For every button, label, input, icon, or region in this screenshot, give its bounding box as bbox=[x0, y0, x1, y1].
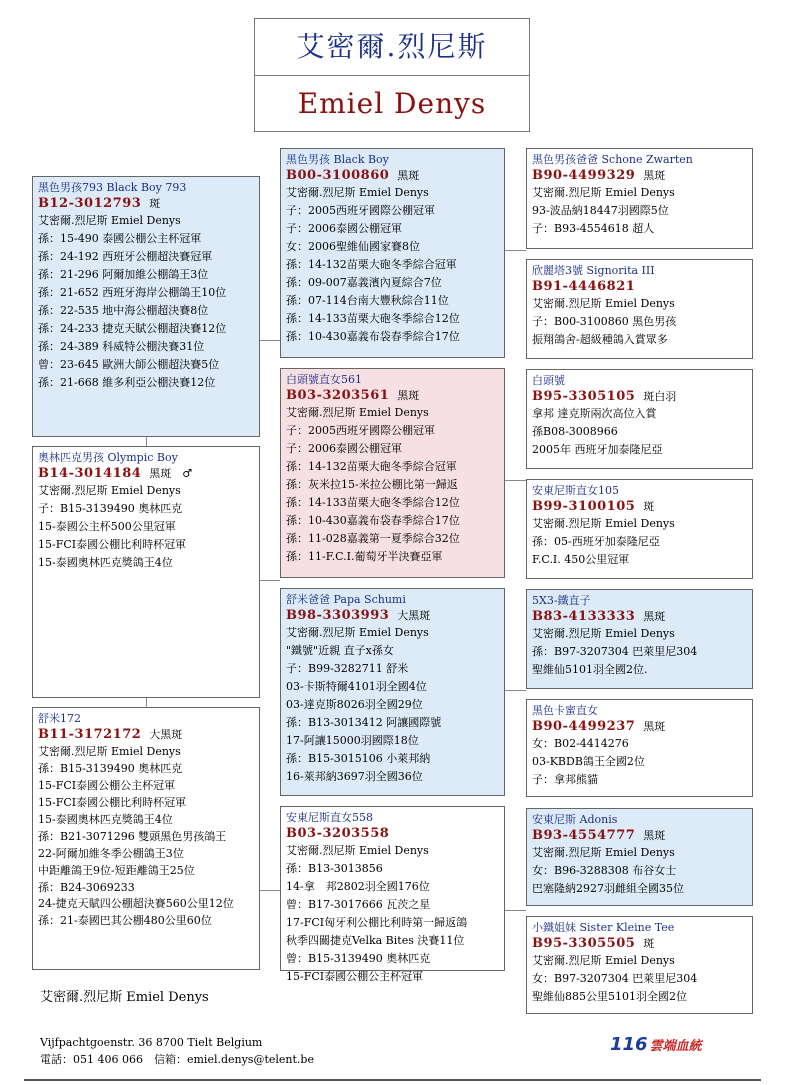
detail-line: 孫：24-192 西班牙公棚超決賽冠軍 bbox=[38, 250, 213, 263]
ring-row bbox=[532, 718, 747, 735]
detail-line: 孫：14-132苗栗大砲冬季綜合冠軍 bbox=[286, 258, 457, 271]
ring-number: B90-4499237 bbox=[532, 719, 636, 734]
pigeon-name: 黑色卡蜜直女 bbox=[532, 704, 598, 717]
detail-line: 巴塞隆納2927羽雌組全國35位 bbox=[532, 882, 684, 895]
pigeon-name: 小鐵姐妹 Sister Kleine Tee bbox=[532, 921, 675, 934]
ring-row bbox=[38, 195, 254, 212]
detail-line: 聖維仙5101羽全國2位. bbox=[532, 663, 648, 676]
detail-line: 孫：21-652 西班牙海岸公棚鴿王10位 bbox=[38, 286, 227, 299]
detail-line: 艾密爾.烈尼斯 Emiel Denys bbox=[38, 745, 181, 758]
ring-row bbox=[532, 608, 747, 625]
detail-line: 孫：05-西班牙加泰隆尼亞 bbox=[532, 535, 660, 548]
detail-line: 15-FCI泰國公棚公主杯冠軍 bbox=[38, 779, 176, 792]
feather-color: 黑斑 bbox=[643, 610, 666, 623]
detail-line: 艾密爾.烈尼斯 Emiel Denys bbox=[532, 627, 675, 640]
breeder-name-chinese: 艾密爾.烈尼斯 bbox=[255, 19, 529, 76]
ring-number: B93-4554777 bbox=[532, 828, 636, 843]
ring-row bbox=[532, 167, 747, 184]
feather-color: 黑斑 bbox=[397, 389, 420, 402]
detail-line: 15-FCI泰國公棚比利時杯冠軍 bbox=[38, 796, 187, 809]
detail-line: 艾密爾.烈尼斯 Emiel Denys bbox=[38, 484, 181, 497]
detail-line: 艾密爾.烈尼斯 Emiel Denys bbox=[286, 186, 429, 199]
ring-number: B91-4446821 bbox=[532, 279, 636, 294]
detail-line: "鐵號"近親 直子x孫女 bbox=[286, 644, 394, 657]
detail-line: 15-FCI泰國公棚公主杯冠軍 bbox=[286, 970, 424, 983]
detail-line: 15-泰國奧林匹克獎鴿王4位 bbox=[38, 556, 173, 569]
ring-number: B03-3203558 bbox=[286, 826, 390, 841]
ring-row bbox=[532, 278, 747, 295]
connector-sire-dam bbox=[146, 697, 147, 707]
ring-row bbox=[286, 167, 499, 184]
feather-color: 黑斑 ♂ bbox=[149, 467, 193, 480]
pigeon-name: 黑色男孩爸爸 Schone Zwarten bbox=[532, 153, 693, 166]
detail-line: 孫：灰米拉15-米拉公棚比第一歸返 bbox=[286, 478, 458, 491]
detail-line: 15-泰國公主杯500公里冠軍 bbox=[38, 520, 176, 533]
ring-number: B95-3305105 bbox=[532, 389, 636, 404]
detail-line: 子：B93-4554618 超人 bbox=[532, 222, 655, 235]
connector-subject-ss bbox=[259, 340, 280, 341]
pigeon-name: 安東尼斯直女105 bbox=[532, 484, 619, 497]
detail-line: 15-FCI泰國公棚比利時杯冠軍 bbox=[38, 538, 187, 551]
feather-color: 大黑斑 bbox=[397, 609, 431, 622]
detail-line: 93-波品納18447羽國際5位 bbox=[532, 204, 669, 217]
feather-color: 大黑斑 bbox=[149, 728, 183, 741]
connector-sd-sds bbox=[504, 480, 526, 481]
detail-line: 子：B15-3139490 奧林匹克 bbox=[38, 502, 183, 515]
contact-block bbox=[40, 1034, 314, 1068]
detail-line: 孫：14-133苗栗大砲冬季綜合12位 bbox=[286, 496, 460, 509]
logo-number: 116 bbox=[610, 1034, 648, 1055]
ring-number: B11-3172172 bbox=[38, 727, 142, 742]
detail-line: 子：2006泰國公棚冠軍 bbox=[286, 222, 402, 235]
detail-line: 孫：22-535 地中海公棚超決賽8位 bbox=[38, 304, 209, 317]
breeder-name-english: Emiel Denys bbox=[297, 87, 487, 120]
detail-line: 孫：24-233 捷克天賦公棚超決賽12位 bbox=[38, 322, 227, 335]
pedigree-card-sdd bbox=[526, 479, 753, 579]
detail-line: 孫：B15-3139490 奧林匹克 bbox=[38, 762, 183, 775]
detail-line: 17-FCI匈牙利公棚比利時第一歸返鴿 bbox=[286, 916, 468, 929]
pedigree-card-sire bbox=[32, 446, 260, 698]
detail-line: 孫：B21-3071296 雙頭黑色男孩鴿王 bbox=[38, 830, 227, 843]
feather-color: 黑斑 bbox=[643, 829, 666, 842]
pedigree-card-dss bbox=[526, 589, 753, 689]
ring-number: B98-3303993 bbox=[286, 608, 390, 623]
feather-color: 斑 bbox=[643, 500, 655, 513]
ring-number: B14-3014184 bbox=[38, 466, 142, 481]
ring-number: B90-4499329 bbox=[532, 168, 636, 183]
connector-sire-ds bbox=[259, 580, 280, 581]
ring-number: B99-3100105 bbox=[532, 499, 636, 514]
detail-line: 振翔鴿舍-超級種鴿入賞眾多 bbox=[532, 333, 668, 346]
ring-row bbox=[532, 498, 747, 515]
pedigree-card-dam-dam bbox=[280, 806, 505, 983]
detail-line: 孫：21-296 阿爾加維公棚鴿王3位 bbox=[38, 268, 209, 281]
pigeon-name: 黑色男孩793 Black Boy 793 bbox=[38, 181, 187, 194]
detail-line: 24-捷克天賦四公棚超決賽560公里12位 bbox=[38, 897, 234, 910]
detail-line: 曾：B17-3017666 瓦茨之星 bbox=[286, 898, 431, 911]
brand-logo bbox=[610, 1034, 702, 1055]
pedigree-card-dds bbox=[526, 808, 753, 906]
detail-line: 艾密爾.烈尼斯 Emiel Denys bbox=[532, 846, 675, 859]
bottom-divider bbox=[24, 1079, 761, 1081]
detail-line: 16-萊邦納3697羽全國36位 bbox=[286, 770, 423, 783]
feather-color: 斑 bbox=[149, 197, 161, 210]
detail-line: 孫：14-132苗栗大砲冬季綜合冠軍 bbox=[286, 460, 457, 473]
pedigree-card-sire-sire bbox=[280, 148, 505, 358]
pigeon-name: 奧林匹克男孩 Olympic Boy bbox=[38, 451, 178, 464]
ring-number: B95-3305505 bbox=[532, 936, 636, 951]
detail-line: 孫：B13-3013856 bbox=[286, 862, 383, 875]
detail-line: 艾密爾.烈尼斯 Emiel Denys bbox=[286, 844, 429, 857]
detail-line: 女：B96-3288308 布谷女士 bbox=[532, 864, 677, 877]
feather-color: 斑白羽 bbox=[643, 390, 677, 403]
pedigree-card-sds bbox=[526, 369, 753, 469]
detail-line: 03-達克斯8026羽全國29位 bbox=[286, 698, 423, 711]
detail-line: 孫：07-114台南大豐秋綜合11位 bbox=[286, 294, 449, 307]
pigeon-name: 白頭號 bbox=[532, 374, 565, 387]
pedigree-card-ddd bbox=[526, 916, 753, 1014]
detail-line: 艾密爾.烈尼斯 Emiel Denys bbox=[532, 954, 675, 967]
ring-row bbox=[532, 827, 747, 844]
detail-line: 孫：11-F.C.I.葡萄牙半決賽亞軍 bbox=[286, 550, 443, 563]
detail-line: 孫：10-430嘉義布袋春季綜合17位 bbox=[286, 514, 460, 527]
ring-row bbox=[38, 465, 254, 482]
detail-line: 子：拿邦熊貓 bbox=[532, 773, 598, 786]
detail-line: 女：2006聖維仙國家賽8位 bbox=[286, 240, 420, 253]
ring-row bbox=[286, 825, 499, 842]
detail-line: 孫：B97-3207304 巴萊里尼304 bbox=[532, 645, 698, 658]
pedigree-card-sss bbox=[526, 148, 753, 249]
ring-row bbox=[286, 607, 499, 624]
connector-dd-dds bbox=[504, 910, 526, 911]
pigeon-name: 欣麗塔3號 Signorita III bbox=[532, 264, 655, 277]
pedigree-card-sire-dam bbox=[280, 368, 505, 578]
detail-line: 孫：15-490 泰國公棚公主杯冠軍 bbox=[38, 232, 202, 245]
connector-ss-sss bbox=[504, 250, 526, 251]
detail-line: 14-拿 邦2802羽全國176位 bbox=[286, 880, 430, 893]
detail-line: 孫：24-389 科威特公棚決賽31位 bbox=[38, 340, 205, 353]
detail-line: 15-泰國奧林匹克獎鴿王4位 bbox=[38, 813, 173, 826]
detail-line: 22-阿爾加維冬季公棚鴿王3位 bbox=[38, 847, 184, 860]
detail-line: 聖維仙885公里5101羽全國2位 bbox=[532, 990, 687, 1003]
pedigree-card-dsd bbox=[526, 699, 753, 797]
connector-ds-dss bbox=[504, 690, 526, 691]
detail-line: 孫：B15-3015106 小萊邦納 bbox=[286, 752, 431, 765]
pigeon-name: 舒米172 bbox=[38, 712, 81, 725]
connector-subject-sire bbox=[146, 436, 147, 446]
feather-color: 黑斑 bbox=[643, 169, 666, 182]
detail-line: 曾：B15-3139490 奧林匹克 bbox=[286, 952, 431, 965]
detail-line: 孫：B24-3069233 bbox=[38, 881, 135, 894]
detail-line: 艾密爾.烈尼斯 Emiel Denys bbox=[532, 517, 675, 530]
detail-line: F.C.I. 450公里冠軍 bbox=[532, 553, 630, 566]
detail-line: 女：B97-3207304 巴萊里尼304 bbox=[532, 972, 698, 985]
feather-color: 黑斑 bbox=[643, 720, 666, 733]
feather-color: 斑 bbox=[643, 937, 655, 950]
ring-row bbox=[38, 726, 254, 743]
detail-line: 子：2006泰國公棚冠軍 bbox=[286, 442, 402, 455]
connector-dam-dd bbox=[259, 890, 280, 891]
pedigree-card-dam-sire bbox=[280, 588, 505, 796]
detail-line: 中距離鴿王9位-短距離鴿王25位 bbox=[38, 864, 195, 877]
detail-line: 孫：21-668 維多利亞公棚決賽12位 bbox=[38, 376, 216, 389]
pedigree-card-ssd bbox=[526, 259, 753, 359]
pedigree-card-subject bbox=[32, 176, 260, 437]
detail-line: 子：2005西班牙國際公棚冠軍 bbox=[286, 204, 435, 217]
detail-line: 艾密爾.烈尼斯 Emiel Denys bbox=[532, 297, 675, 310]
detail-line: 孫：10-430嘉義布袋春季綜合17位 bbox=[286, 330, 460, 343]
detail-line: 17-阿讓15000羽國際18位 bbox=[286, 734, 419, 747]
detail-line: 艾密爾.烈尼斯 Emiel Denys bbox=[286, 626, 429, 639]
detail-line: 孫：21-泰國巴其公棚480公里60位 bbox=[38, 914, 212, 927]
detail-line: 艾密爾.烈尼斯 Emiel Denys bbox=[286, 406, 429, 419]
breeder-signature: 艾密爾.烈尼斯 Emiel Denys bbox=[40, 990, 209, 1005]
address-line: Vijfpachtgoenstr. 36 8700 Tielt Belgium bbox=[40, 1036, 263, 1049]
pigeon-name: 安東尼斯 Adonis bbox=[532, 813, 618, 826]
detail-line: 2005年 西班牙加泰隆尼亞 bbox=[532, 443, 663, 456]
detail-line: 孫：09-007嘉義濱內夏綜合7位 bbox=[286, 276, 442, 289]
detail-line: 孫：B13-3013412 阿讓國際號 bbox=[286, 716, 442, 729]
ring-row bbox=[286, 387, 499, 404]
detail-line: 孫：14-133苗栗大砲冬季綜合12位 bbox=[286, 312, 460, 325]
detail-line: 03-卡斯特爾4101羽全國4位 bbox=[286, 680, 427, 693]
detail-line: 孫：11-028嘉義第一夏季綜合32位 bbox=[286, 532, 460, 545]
detail-line: 子：2005西班牙國際公棚冠軍 bbox=[286, 424, 435, 437]
pigeon-name: 黑色男孩 Black Boy bbox=[286, 153, 389, 166]
feather-color: 黑斑 bbox=[397, 169, 420, 182]
detail-line: 孫B08-3008966 bbox=[532, 425, 618, 438]
ring-number: B12-3012793 bbox=[38, 196, 142, 211]
detail-line: 03-KBDB鴿王全國2位 bbox=[532, 755, 645, 768]
ring-number: B83-4133333 bbox=[532, 609, 636, 624]
detail-line: 秋季四關捷克Velka Bites 決賽11位 bbox=[286, 934, 465, 947]
contact-line: 電話：051 406 066 信箱：emiel.denys@telent.be bbox=[40, 1053, 314, 1066]
detail-line: 子：B00-3100860 黑色男孩 bbox=[532, 315, 677, 328]
ring-row bbox=[532, 935, 747, 952]
ring-number: B00-3100860 bbox=[286, 168, 390, 183]
pigeon-name: 5X3-鐵直子 bbox=[532, 594, 591, 607]
detail-line: 艾密爾.烈尼斯 Emiel Denys bbox=[532, 186, 675, 199]
pedigree-title-box bbox=[254, 18, 530, 132]
pedigree-card-dam bbox=[32, 707, 260, 970]
detail-line: 女：B02-4414276 bbox=[532, 737, 629, 750]
pigeon-name: 舒米爸爸 Papa Schumi bbox=[286, 593, 406, 606]
logo-text: 雲端血統 bbox=[649, 1039, 702, 1054]
detail-line: 拿邦 達克斯兩次高位入賞 bbox=[532, 407, 657, 420]
ring-number: B03-3203561 bbox=[286, 388, 390, 403]
detail-line: 艾密爾.烈尼斯 Emiel Denys bbox=[38, 214, 181, 227]
ring-row bbox=[532, 388, 747, 405]
pigeon-name: 安東尼斯直女558 bbox=[286, 811, 373, 824]
detail-line: 子：B99-3282711 舒米 bbox=[286, 662, 409, 675]
pigeon-name: 白頭號直女561 bbox=[286, 373, 362, 386]
detail-line: 曾：23-645 歐洲大師公棚超決賽5位 bbox=[38, 358, 220, 371]
